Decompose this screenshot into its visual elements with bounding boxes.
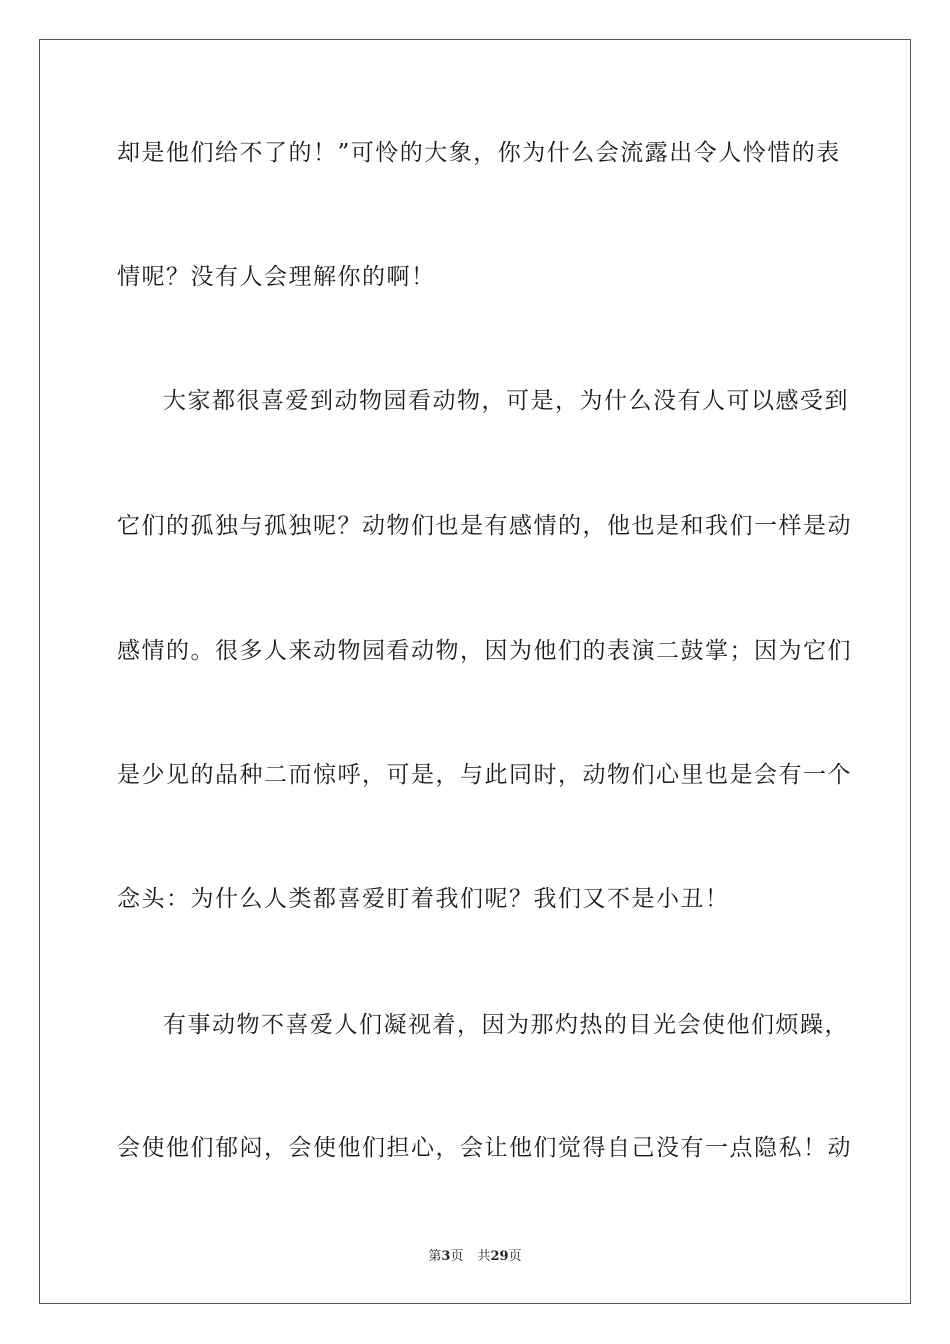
page-prefix: 第 <box>428 1249 442 1264</box>
text-line-1: 却是他们给不了的！”可怜的大象，你为什么会流露出令人怜惜的表 <box>117 140 841 166</box>
text-line-6: 是少见的品种二而惊呼，可是，与此同时，动物们心里也是会有一个 <box>117 762 852 788</box>
text-line-3: 大家都很喜爱到动物园看动物，可是，为什么没有人可以感受到 <box>163 388 849 414</box>
text-line-7: 念头：为什么人类都喜爱盯着我们呢？我们又不是小丑！ <box>117 886 730 912</box>
total-suffix: 页 <box>508 1249 522 1264</box>
total-pages: 29 <box>490 1249 509 1264</box>
text-line-4: 它们的孤独与孤独呢？动物们也是有感情的，他也是和我们一样是动 <box>117 513 852 539</box>
page-number: 3 <box>441 1249 451 1264</box>
text-line-9: 会使他们郁闷，会使他们担心，会让他们觉得自己没有一点隐私！动 <box>117 1135 852 1161</box>
page-suffix: 页 <box>450 1249 464 1264</box>
text-line-8: 有事动物不喜爱人们凝视着，因为那灼热的目光会使他们烦躁， <box>163 1012 849 1038</box>
total-prefix: 共 <box>477 1249 491 1264</box>
text-line-2: 情呢？没有人会理解你的啊！ <box>117 264 436 290</box>
page-footer <box>0 1248 950 1266</box>
text-line-5: 感情的。很多人来动物园看动物，因为他们的表演二鼓掌；因为它们 <box>117 638 852 664</box>
page-border <box>39 39 911 1304</box>
